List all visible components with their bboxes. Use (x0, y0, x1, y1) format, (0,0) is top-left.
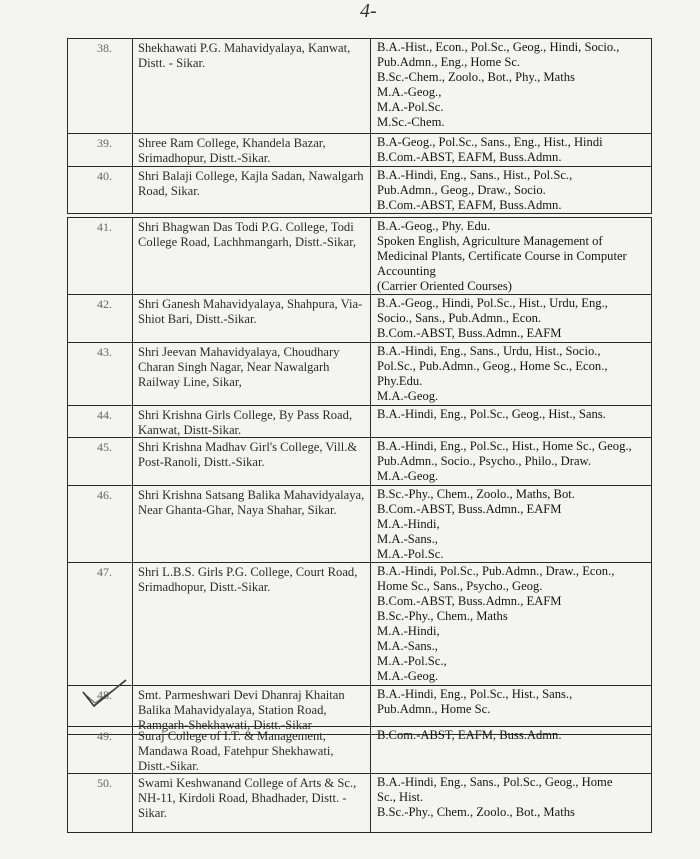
college-name: Suraj College of I.T. & Management, Mandawa Road, Fatehpur Shekhawati, Distt.-Sikar. (133, 727, 371, 773)
table-row (68, 166, 651, 213)
college-name: Shri L.B.S. Girls P.G. College, Court Road, Srimadhopur, Distt.-Sikar. (133, 563, 371, 685)
course-line: Pub.Admn., Home Sc. (377, 702, 491, 716)
table-row (68, 39, 651, 133)
course-line: B.A.-Geog., Phy. Edu. (377, 219, 491, 233)
course-line: B.Sc.-Phy., Chem., Zoolo., Bot., Maths (377, 805, 575, 819)
courses (371, 218, 651, 294)
course-line: M.A.-Geog. (377, 469, 439, 483)
serial-number: 48. (68, 686, 133, 734)
courses (371, 406, 651, 437)
course-line: B.A.-Hindi, Eng., Sans., Urdu, Hist., Socio., (377, 344, 601, 358)
college-table-section (67, 38, 652, 214)
table-row (68, 342, 651, 405)
serial-number: 42. (68, 295, 133, 342)
course-line: M.A.-Geog. (377, 669, 439, 683)
table-row (68, 437, 651, 485)
course-line: M.A.-Hindi, (377, 517, 440, 531)
course-line: B.Com.-ABST, Buss.Admn., EAFM (377, 326, 562, 340)
course-line: Socio., Sans., Pub.Admn., Econ. (377, 311, 542, 325)
college-name: Shri Krishna Girls College, By Pass Road, Kanwat, Distt-Sikar. (133, 406, 371, 437)
course-line: B.Sc.-Phy., Chem., Zoolo., Maths, Bot. (377, 487, 575, 501)
course-line: B.A.-Hindi, Eng., Pol.Sc., Hist., Sans., (377, 687, 573, 701)
course-line: Medicinal Plants, Certificate Course in Computer (377, 249, 627, 263)
course-line: B.A.-Hindi, Eng., Sans., Hist., Pol.Sc., (377, 168, 573, 182)
course-line: M.A.-Pol.Sc. (377, 547, 444, 561)
course-line: B.A.-Hist., Econ., Pol.Sc., Geog., Hindi, Socio., (377, 40, 620, 54)
college-name: Shri Ganesh Mahavidyalaya, Shahpura, Via-Shiot Bari, Distt.-Sikar. (133, 295, 371, 342)
course-line: B.A-Geog., Pol.Sc., Sans., Eng., Hist., Hindi (377, 135, 603, 149)
course-line: B.Com.-ABST, Buss.Admn., EAFM (377, 502, 562, 516)
course-line: B.A.-Hindi, Eng., Sans., Pol.Sc., Geog., Home (377, 775, 613, 789)
table-row (68, 773, 651, 832)
course-line: B.Com.-ABST, Buss.Admn., EAFM (377, 594, 562, 608)
course-line: B.A.-Hindi, Pol.Sc., Pub.Admn., Draw., Econ., (377, 564, 615, 578)
serial-number: 40. (68, 167, 133, 213)
college-name: Shri Bhagwan Das Todi P.G. College, Todi College Road, Lachhmangarh, Distt.-Sikar, (133, 218, 371, 294)
course-line: B.Sc.-Phy., Chem., Maths (377, 609, 508, 623)
course-line: Pub.Admn., Eng., Home Sc. (377, 55, 521, 69)
serial-number: 43. (68, 343, 133, 405)
serial-number: 39. (68, 134, 133, 166)
page-number: 4- (360, 0, 377, 22)
college-name: Shekhawati P.G. Mahavidyalaya, Kanwat, Distt. - Sikar. (133, 39, 371, 133)
table-row (68, 727, 651, 773)
courses (371, 727, 651, 773)
serial-number: 45. (68, 438, 133, 485)
courses (371, 438, 651, 485)
table-row (68, 485, 651, 562)
college-name: Shri Krishna Satsang Balika Mahavidyalaya, Near Ghanta-Ghar, Naya Shahar, Sikar. (133, 486, 371, 562)
course-line: Pub.Admn., Geog., Draw., Socio. (377, 183, 546, 197)
college-name: Shree Ram College, Khandela Bazar, Srimadhopur, Distt.-Sikar. (133, 134, 371, 166)
course-line: B.Com.-ABST, EAFM, Buss.Admn. (377, 150, 562, 164)
table-row (68, 218, 651, 294)
course-line: B.Com.-ABST, EAFM, Buss.Admn. (377, 728, 562, 742)
course-line: M.Sc.-Chem. (377, 115, 445, 129)
course-line: M.A.-Geog., (377, 85, 442, 99)
course-line: M.A.-Sans., (377, 639, 438, 653)
course-line: Pub.Admn., Socio., Psycho., Philo., Draw. (377, 454, 591, 468)
table-row (68, 294, 651, 342)
college-name: Smt. Parmeshwari Devi Dhanraj Khaitan Balika Mahavidyalaya, Station Road, Ramgarh-Shekhawati, Distt.-Sikar (133, 686, 371, 734)
courses (371, 343, 651, 405)
course-line: M.A.-Pol.Sc. (377, 100, 444, 114)
course-line: B.A.-Hindi, Eng., Pol.Sc., Geog., Hist., Sans. (377, 407, 606, 421)
table-row (68, 133, 651, 166)
courses (371, 774, 651, 832)
course-line: Phy.Edu. (377, 374, 423, 388)
course-line: Pol.Sc., Pub.Admn., Geog., Home Sc., Econ., (377, 359, 608, 373)
course-line: Accounting (377, 264, 436, 278)
college-table-section (67, 217, 652, 735)
college-name: Swami Keshwanand College of Arts & Sc., NH-11, Kirdoli Road, Bhadhader, Distt. - Sikar. (133, 774, 371, 832)
courses (371, 486, 651, 562)
serial-number: 49. (68, 727, 133, 773)
course-line: B.A.-Hindi, Eng., Pol.Sc., Hist., Home Sc., Geog., (377, 439, 632, 453)
course-line: M.A.-Pol.Sc., (377, 654, 447, 668)
course-line: Spoken English, Agriculture Management of (377, 234, 603, 248)
table-row (68, 562, 651, 685)
course-line: M.A.-Sans., (377, 532, 438, 546)
courses (371, 167, 651, 213)
courses (371, 295, 651, 342)
course-line: Sc., Hist. (377, 790, 424, 804)
serial-number: 41. (68, 218, 133, 294)
handwritten-tick-mark (80, 676, 130, 710)
courses (371, 563, 651, 685)
courses (371, 134, 651, 166)
course-line: (Carrier Oriented Courses) (377, 279, 512, 293)
college-table-section (67, 726, 652, 833)
college-name: Shri Jeevan Mahavidyalaya, Choudhary Charan Singh Nagar, Near Nawalgarh Railway Line, Sikar, (133, 343, 371, 405)
serial-number: 47. (68, 563, 133, 685)
college-name: Shri Krishna Madhav Girl's College, Vill.& Post-Ranoli, Distt.-Sikar. (133, 438, 371, 485)
course-line: M.A.-Hindi, (377, 624, 440, 638)
course-line: B.Sc.-Chem., Zoolo., Bot., Phy., Maths (377, 70, 575, 84)
serial-number: 46. (68, 486, 133, 562)
serial-number: 50. (68, 774, 133, 832)
course-line: B.Com.-ABST, EAFM, Buss.Admn. (377, 198, 562, 212)
college-name: Shri Balaji College, Kajla Sadan, Nawalgarh Road, Sikar. (133, 167, 371, 213)
course-line: M.A.-Geog. (377, 389, 439, 403)
courses (371, 39, 651, 133)
course-line: B.A.-Geog., Hindi, Pol.Sc., Hist., Urdu, Eng., (377, 296, 608, 310)
serial-number: 38. (68, 39, 133, 133)
serial-number: 44. (68, 406, 133, 437)
table-row (68, 405, 651, 437)
course-line: Home Sc., Sans., Psycho., Geog. (377, 579, 543, 593)
